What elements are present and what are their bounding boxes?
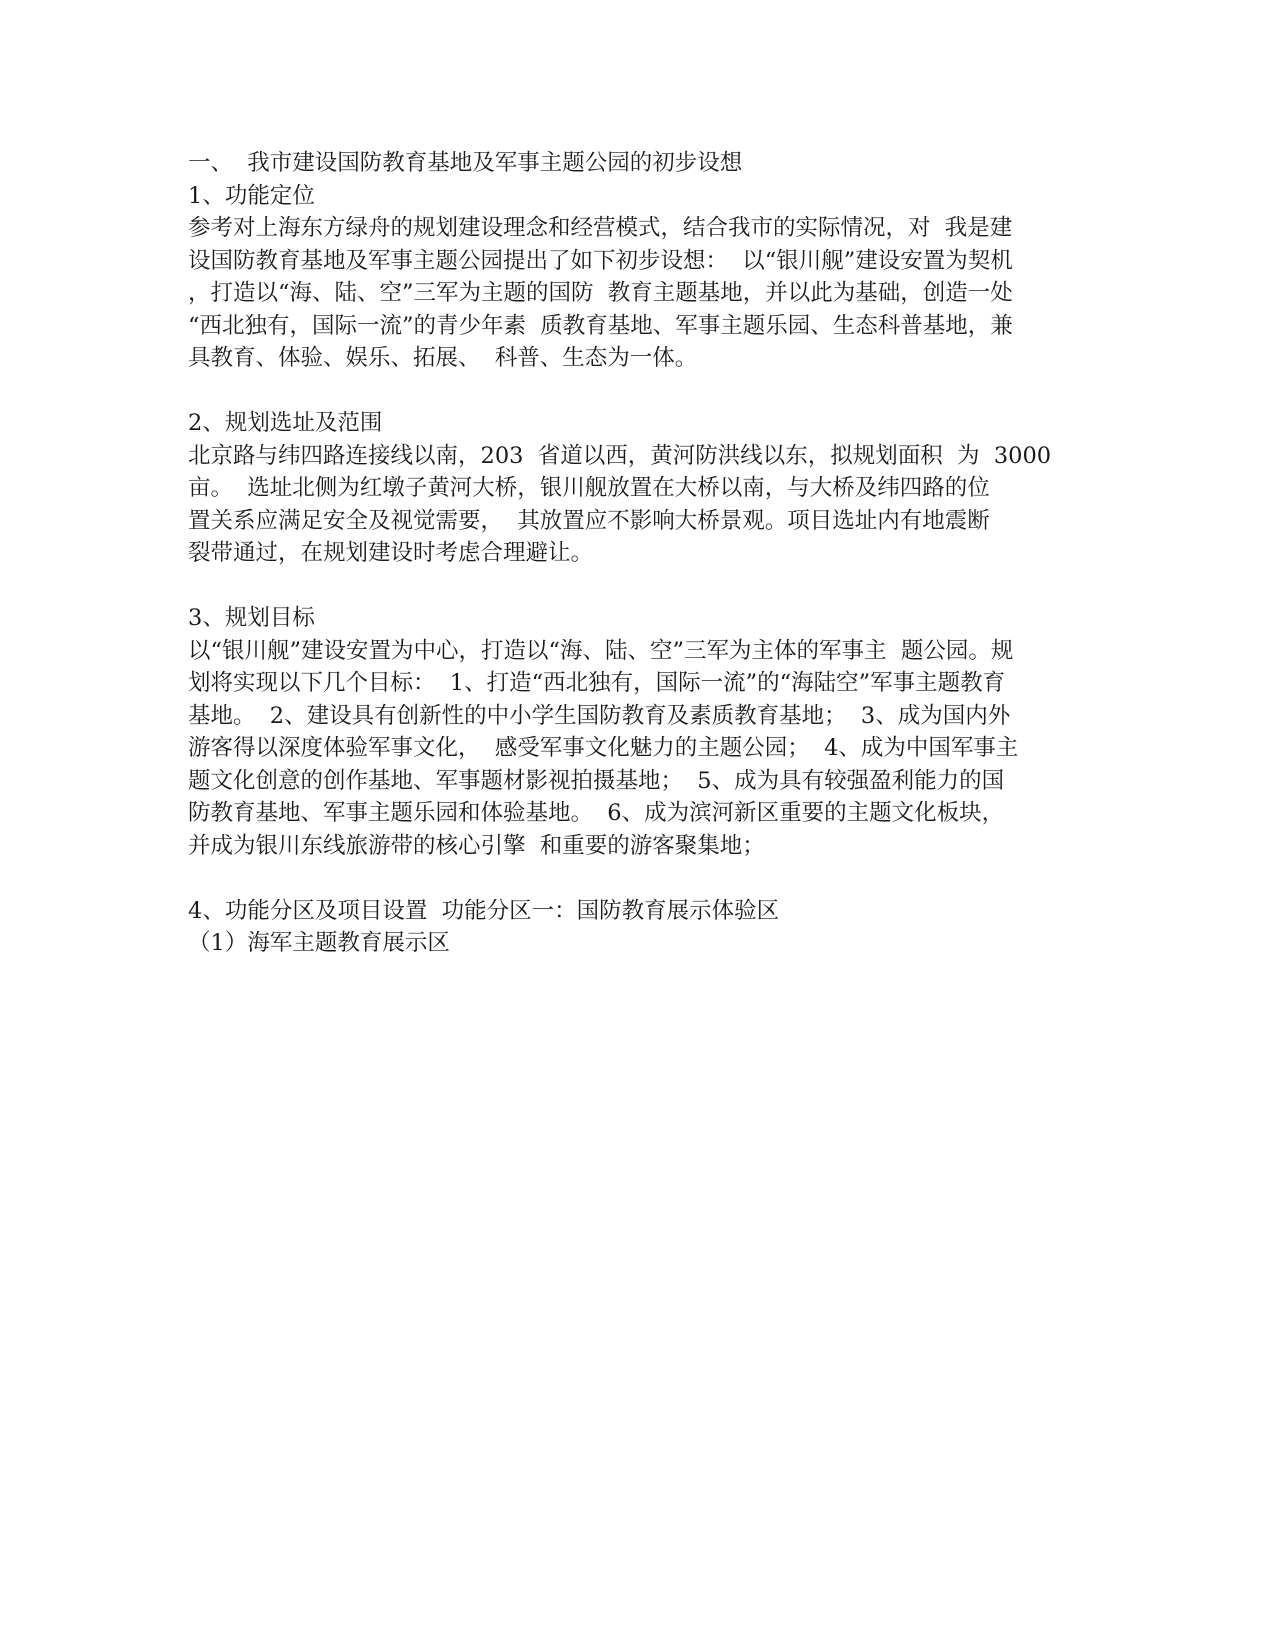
document-body [188, 147, 1108, 960]
section-1-line-2: 设国防教育基地及军事主题公园提出了如下初步设想： 以“银川舰”建设安置为契机 [188, 247, 1013, 274]
section-3-line-3: 基地。 2、建设具有创新性的中小学生国防教育及素质教育基地； 3、成为国内外 [188, 702, 1011, 729]
section-3-line-4: 游客得以深度体验军事文化， 感受军事文化魅力的主题公园； 4、成为中国军事主 [188, 735, 1019, 761]
section-2-line-3: 置关系应满足安全及视觉需要， 其放置应不影响大桥景观。项目选址内有地震断 [188, 507, 990, 534]
paragraph-gap [188, 375, 1108, 408]
section-1-title: 1、功能定位 [188, 182, 315, 209]
section-2-title: 2、规划选址及范围 [188, 410, 383, 436]
document-heading: 一、 我市建设国防教育基地及军事主题公园的初步设想 [188, 150, 743, 176]
section-3-line-1: 以“银川舰”建设安置为中心，打造以“海、陆、空”三军为主体的军事主 题公园。规 [188, 637, 1014, 664]
section-1-line-5: 具教育、体验、娱乐、拓展、 科普、生态为一体。 [188, 345, 698, 371]
section-3-title: 3、规划目标 [188, 605, 315, 631]
paragraph-gap [188, 862, 1108, 895]
section-3-line-7: 并成为银川东线旅游带的核心引擎 和重要的游客聚集地； [188, 832, 765, 859]
section-4-line-1: （1）海军主题教育展示区 [188, 930, 450, 956]
section-4-title: 4、功能分区及项目设置 功能分区一：国防教育展示体验区 [188, 897, 780, 924]
section-2-line-4: 裂带通过，在规划建设时考虑合理避让。 [188, 540, 594, 566]
section-3-line-5: 题文化创意的创作基地、军事题材影视拍摄基地； 5、成为具有较强盈利能力的国 [188, 767, 1005, 794]
section-1-line-1: 参考对上海东方绿舟的规划建设理念和经营模式，结合我市的实际情况，对 我是建 [188, 215, 1013, 241]
section-1-line-4: “西北独有，国际一流”的青少年素 质教育基地、军事主题乐园、生态科普基地，兼 [188, 312, 1013, 339]
section-3-line-2: 划将实现以下几个目标： 1、打造“西北独有，国际一流”的“海陆空”军事主题教育 [188, 670, 1006, 696]
paragraph-gap [188, 570, 1108, 603]
section-1-line-3: ，打造以“海、陆、空”三军为主题的国防 教育主题基地，并以此为基础，创造一处 [188, 280, 1013, 306]
section-2-line-1: 北京路与纬四路连接线以南，203 省道以西，黄河防洪线以东，拟规划面积 为 3000 [188, 442, 1052, 469]
section-3-line-6: 防教育基地、军事主题乐园和体验基地。 6、成为滨河新区重要的主题文化板块， [188, 800, 1005, 826]
section-2-line-2: 亩。 选址北侧为红墩子黄河大桥，银川舰放置在大桥以南，与大桥及纬四路的位 [188, 475, 990, 501]
